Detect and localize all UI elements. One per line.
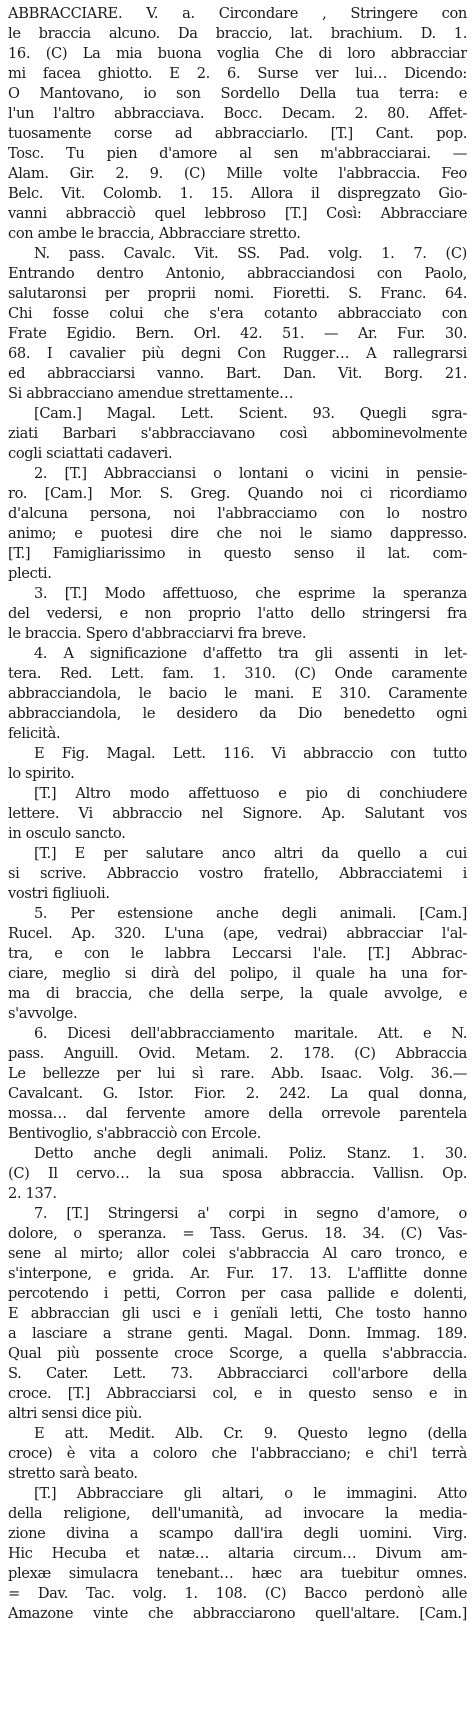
- entry-line: ABBRACCIARE. V. a. Circondare , Stringere con: [8, 5, 467, 22]
- entry-line: 16. (C) La mia buona voglia Che di loro abbracciar: [8, 45, 467, 62]
- entry-line: abbracciandola, le desidero da Dio benedetto ogni: [8, 705, 467, 722]
- entry-line: S. Cater. Lett. 73. Abbracciarci coll'arbore della: [8, 1365, 467, 1382]
- entry-line: salutaronsi per proprii nomi. Fioretti. S. Franc. 64.: [8, 285, 467, 302]
- entry-line: Alam. Gir. 2. 9. (C) Mille volte l'abbraccia. Feo: [8, 165, 467, 182]
- entry-line: vanni abbracciò quel lebbroso [T.] Così: Abbracciare: [8, 205, 467, 222]
- entry-line: ma di braccia, che della serpe, la quale avvolge, e: [8, 985, 467, 1002]
- entry-line: O Mantovano, io son Sordello Della tua terra: e: [8, 85, 467, 102]
- entry-line: E abbraccian gli usci e i genïali letti, Che tosto hanno: [8, 1305, 467, 1322]
- entry-line: Chi fosse colui che s'era cotanto abbracciato con: [8, 305, 467, 322]
- entry-line: l'un l'altro abbracciava. Bocc. Decam. 2. 80. Affet-: [8, 105, 467, 122]
- entry-line: [Cam.] Magal. Lett. Scient. 93. Quegli sgra-: [34, 405, 467, 422]
- entry-line: felicità.: [8, 725, 61, 742]
- entry-line: abbracciandola, le bacio le mani. E 310. Caramente: [8, 685, 467, 702]
- entry-line: 6. Dicesi dell'abbracciamento maritale. Att. e N.: [34, 1025, 467, 1042]
- entry-line: [T.] Famigliarissimo in questo senso il lat. com-: [8, 545, 467, 562]
- entry-line: stretto sarà beato.: [8, 1465, 138, 1482]
- entry-line: percotendo i petti, Corron per casa pallide e dolenti,: [8, 1285, 467, 1302]
- entry-line: 68. I cavalier più degni Con Rugger… A rallegrarsi: [8, 345, 467, 362]
- entry-line: della religione, dell'umanità, ad invocare la media-: [8, 1505, 467, 1522]
- entry-line: [T.] Abbracciare gli altari, o le immagini. Atto: [34, 1485, 467, 1502]
- entry-line: (C) Il cervo… la sua sposa abbraccia. Vallisn. Op.: [8, 1165, 467, 1182]
- entry-line: vostri figliuoli.: [8, 885, 110, 902]
- entry-line: tera. Red. Lett. fam. 1. 310. (C) Onde caramente: [8, 665, 467, 682]
- entry-line: dolore, o speranza. = Tass. Gerus. 18. 34. (C) Vas-: [8, 1225, 467, 1242]
- entry-line: altri sensi dice più.: [8, 1405, 142, 1422]
- entry-line: 7. [T.] Stringersi a' corpi in segno d'amore, o: [34, 1205, 467, 1222]
- entry-line: 5. Per estensione anche degli animali. [Cam.]: [34, 905, 467, 922]
- entry-line: d'alcuna persona, noi l'abbracciamo con lo nostro: [8, 505, 467, 522]
- entry-line: Amazone vinte che abbracciarono quell'altare. [Cam.]: [8, 1605, 467, 1622]
- entry-line: 4. A significazione d'affetto tra gli assenti in let-: [34, 645, 467, 662]
- entry-line: cogli sciattati cadaveri.: [8, 445, 173, 462]
- entry-line: croce) è vita a coloro che l'abbracciano; e chi'l terrà: [8, 1445, 467, 1462]
- entry-line: = Dav. Tac. volg. 1. 108. (C) Bacco perdonò alle: [8, 1585, 467, 1602]
- entry-line: Qual più possente croce Scorge, a quella s'abbraccia.: [8, 1345, 467, 1362]
- entry-line: tra, e con le labbra Leccarsi l'ale. [T.] Abbrac-: [8, 945, 467, 962]
- entry-line: le braccia alcuno. Da braccio, lat. brachium. D. 1.: [8, 25, 467, 42]
- entry-line: ed abbracciarsi vanno. Bart. Dan. Vit. Borg. 21.: [8, 365, 467, 382]
- entry-line: Le bellezze per lui sì rare. Abb. Isaac. Volg. 36.—: [8, 1065, 467, 1082]
- entry-line: s'interpone, e grida. Ar. Fur. 17. 13. L'afflitte donne: [8, 1265, 467, 1282]
- entry-line: mossa… dal fervente amore della orrevole parentela: [8, 1105, 467, 1122]
- entry-line: N. pass. Cavalc. Vit. SS. Pad. volg. 1. 7. (C): [34, 245, 467, 262]
- entry-line: in osculo sancto.: [8, 825, 126, 842]
- entry-line: Bentivoglio, s'abbracciò con Ercole.: [8, 1125, 261, 1142]
- entry-line: 2. [T.] Abbracciansi o lontani o vicini in pensie-: [34, 465, 467, 482]
- entry-line: Cavalcant. G. Istor. Fior. 2. 242. La qual donna,: [8, 1085, 467, 1102]
- entry-line: 2. 137.: [8, 1185, 57, 1202]
- entry-line: si scrive. Abbraccio vostro fratello, Abbracciatemi i: [8, 865, 467, 882]
- entry-line: [T.] Altro modo affettuoso e pio di conchiudere: [34, 785, 467, 802]
- entry-line: del vedersi, e non proprio l'atto dello stringersi fra: [8, 605, 467, 622]
- entry-line: 3. [T.] Modo affettuoso, che esprime la speranza: [34, 585, 467, 602]
- entry-line: con ambe le braccia, Abbracciare stretto.: [8, 225, 301, 242]
- entry-line: a lasciare a strane genti. Magal. Donn. Immag. 189.: [8, 1325, 467, 1342]
- entry-line: Rucel. Ap. 320. L'una (ape, vedrai) abbracciar l'al-: [8, 925, 467, 942]
- entry-line: lo spirito.: [8, 765, 75, 782]
- entry-line: ziati Barbari s'abbracciavano così abbominevolmente: [8, 425, 467, 442]
- entry-line: E att. Medit. Alb. Cr. 9. Questo legno (della: [34, 1425, 467, 1442]
- entry-line: sene al mirto; allor colei s'abbraccia Al caro tronco, e: [8, 1245, 467, 1262]
- entry-line: Frate Egidio. Bern. Orl. 42. 51. — Ar. Fur. 30.: [8, 325, 467, 342]
- entry-line: plecti.: [8, 565, 52, 582]
- entry-line: pass. Anguill. Ovid. Metam. 2. 178. (C) Abbraccia: [8, 1045, 467, 1062]
- entry-line: Hic Hecuba et natæ… altaria circum… Divum am-: [8, 1545, 467, 1562]
- entry-line: Detto anche degli animali. Poliz. Stanz. 1. 30.: [34, 1145, 467, 1162]
- entry-line: Si abbracciano amendue strettamente…: [8, 385, 294, 402]
- entry-line: lettere. Vi abbraccio nel Signore. Ap. Salutant vos: [8, 805, 467, 822]
- entry-line: ro. [Cam.] Mor. S. Greg. Quando noi ci ricordiamo: [8, 485, 467, 502]
- entry-line: plexæ simulacra tenebant… hæc ara tuebitur omnes.: [8, 1565, 467, 1582]
- entry-line: zione divina a scampo dall'ira degli uomini. Virg.: [8, 1525, 467, 1542]
- entry-line: croce. [T.] Abbracciarsi col, e in questo senso e in: [8, 1385, 467, 1402]
- entry-line: mi facea ghiotto. E 2. 6. Surse ver lui… Dicendo:: [8, 65, 467, 82]
- entry-line: le braccia. Spero d'abbracciarvi fra breve.: [8, 625, 307, 642]
- entry-line: [T.] E per salutare anco altri da quello a cui: [34, 845, 467, 862]
- entry-line: Belc. Vit. Colomb. 1. 15. Allora il dispregzato Gio-: [8, 185, 467, 202]
- entry-line: ciare, meglio si dirà del polipo, il quale ha una for-: [8, 965, 467, 982]
- entry-line: tuosamente corse ad abbracciarlo. [T.] Cant. pop.: [8, 125, 467, 142]
- entry-line: animo; e puotesi dire che noi le siamo dappresso.: [8, 525, 467, 542]
- entry-line: s'avvolge.: [8, 1005, 78, 1022]
- entry-line: E Fig. Magal. Lett. 116. Vi abbraccio con tutto: [34, 745, 467, 762]
- entry-line: Entrando dentro Antonio, abbracciandosi con Paolo,: [8, 265, 467, 282]
- entry-line: Tosc. Tu pien d'amore al sen m'abbracciarai. —: [8, 145, 467, 162]
